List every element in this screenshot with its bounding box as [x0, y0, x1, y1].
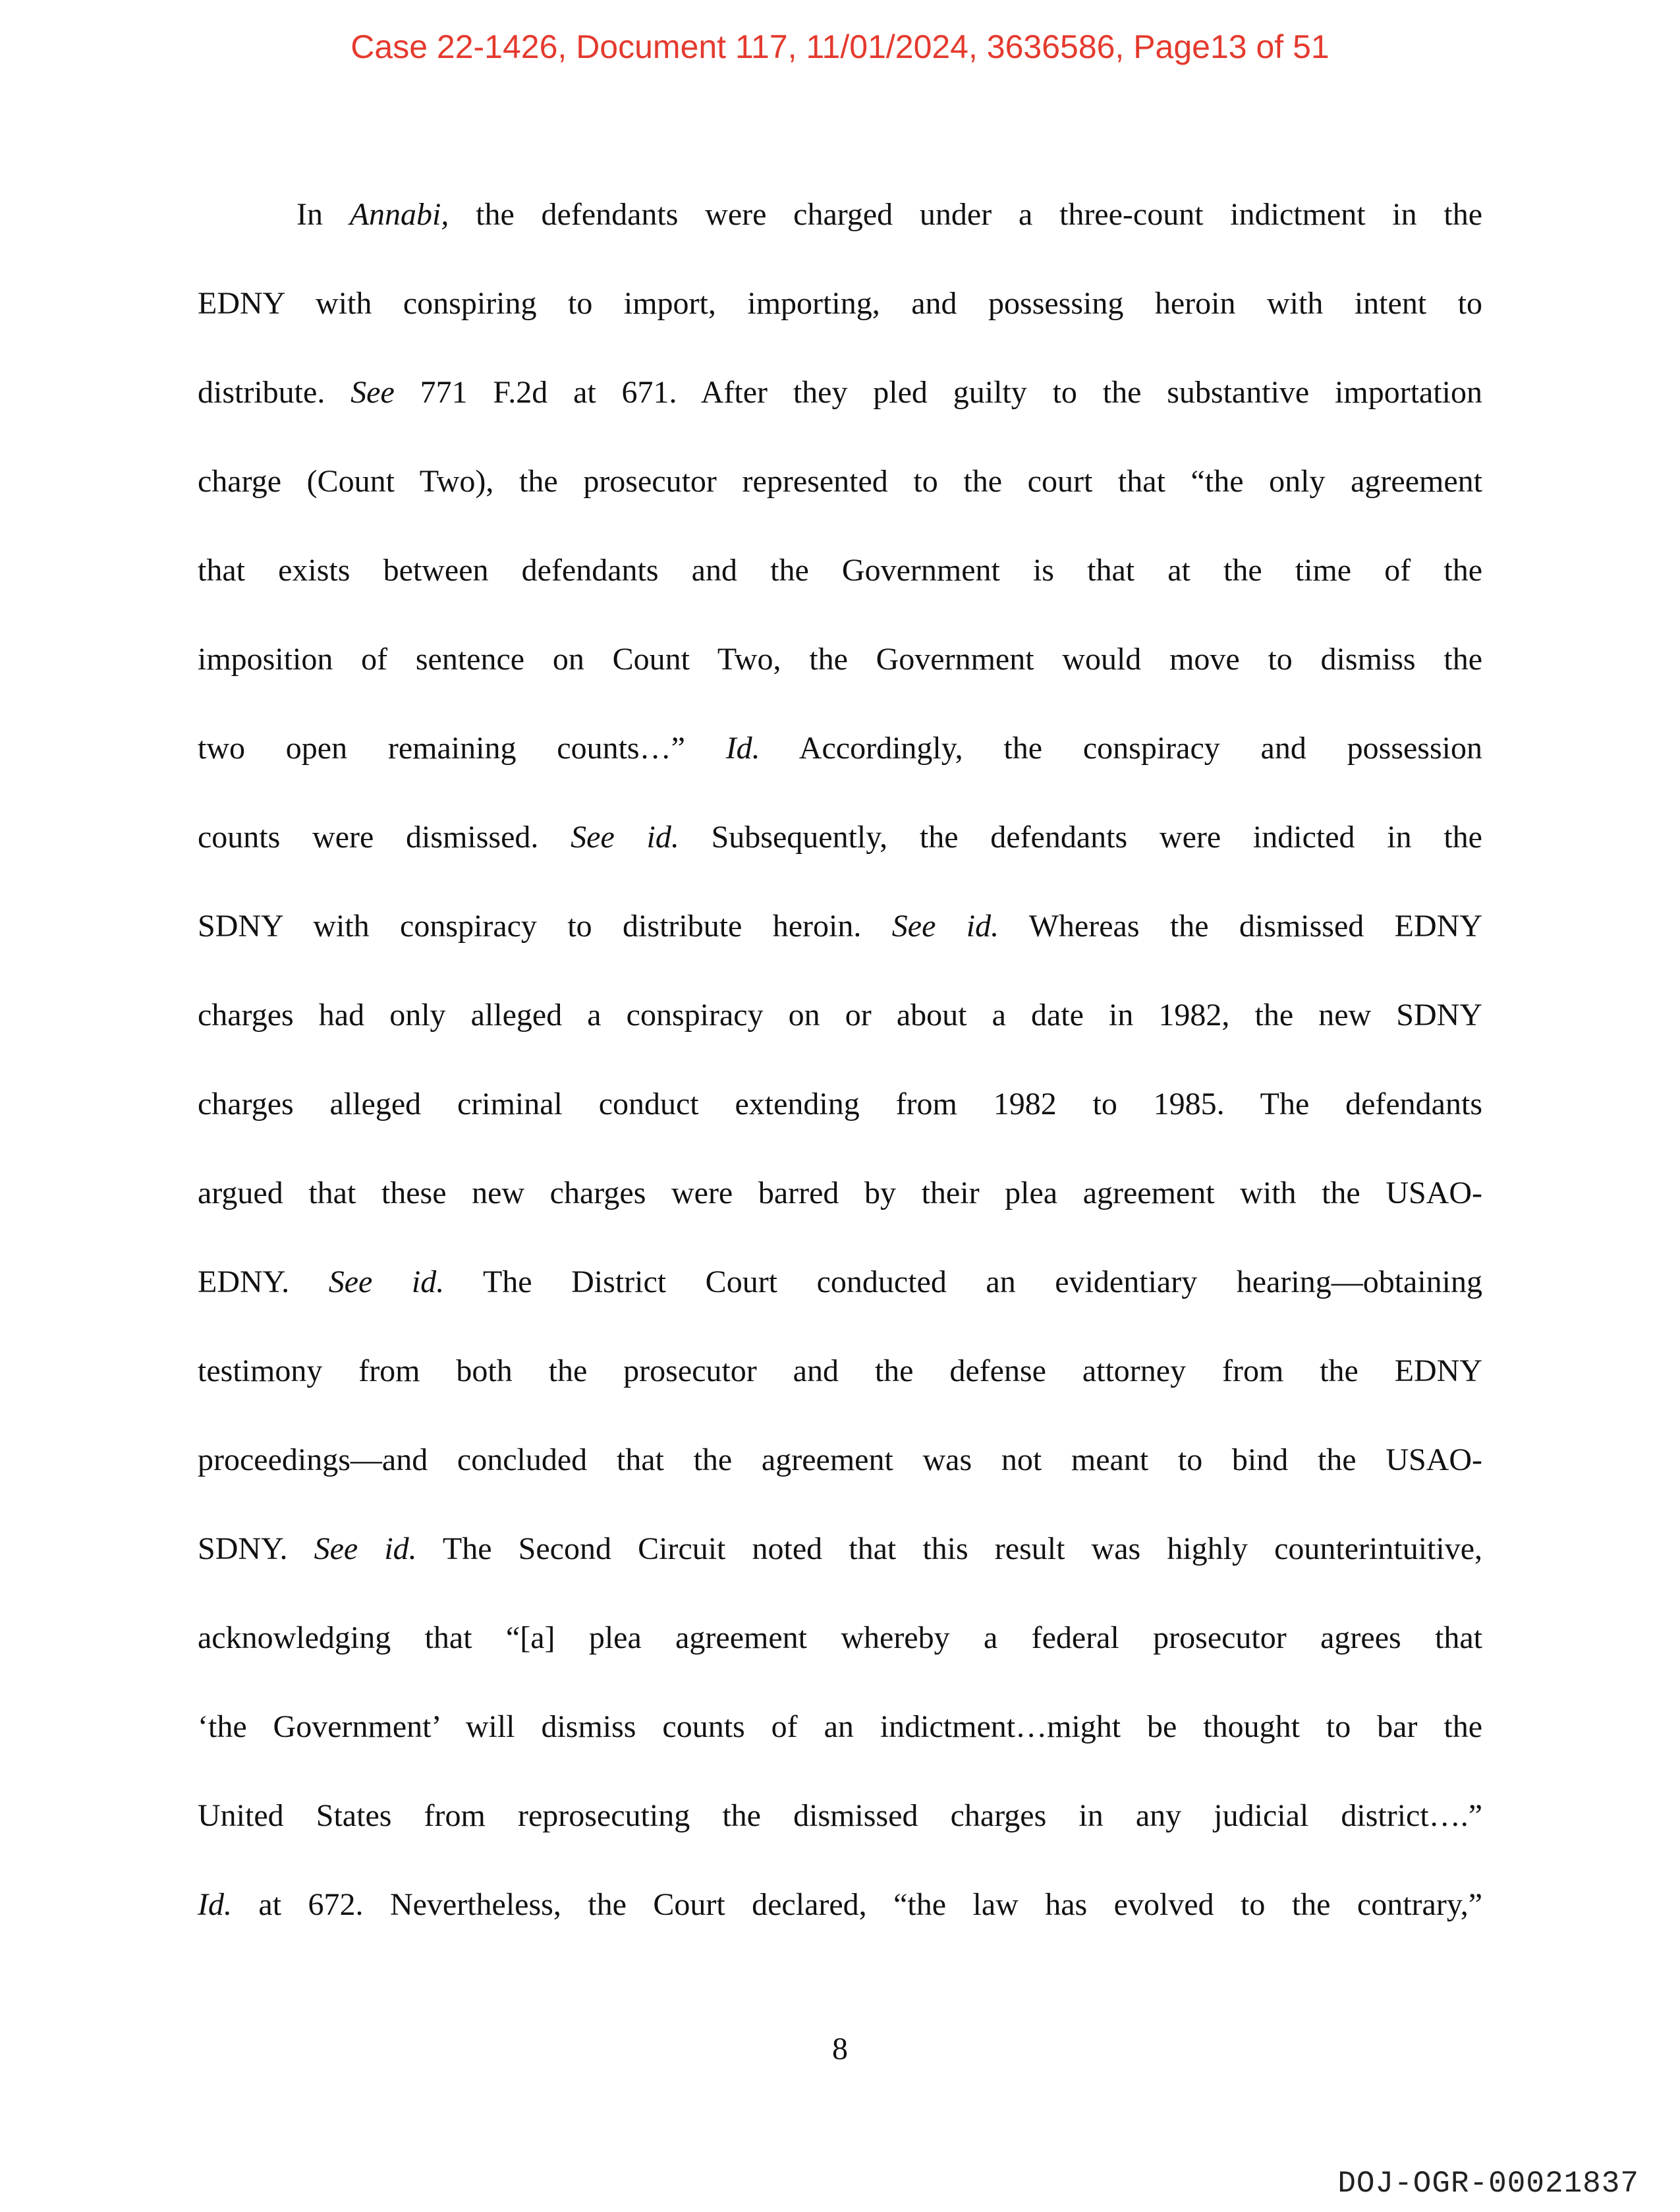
body-line: [198, 1593, 1482, 1682]
body-line: [198, 259, 1482, 348]
body-line: [198, 348, 1482, 437]
citation-italic-text: See id.: [891, 909, 999, 944]
body-line: [198, 1237, 1482, 1326]
body-run: Accordingly, the conspiracy and possession: [760, 731, 1482, 766]
body-run: charges had only alleged a conspiracy on or about a date in 1982, the new SDNY: [198, 998, 1482, 1033]
body-line: [198, 971, 1482, 1060]
body-line: [198, 170, 1482, 259]
body-line: [198, 1682, 1482, 1771]
body-run: SDNY with conspiracy to distribute heroin.: [198, 909, 892, 944]
body-run: testimony from both the prosecutor and the defense attorney from the EDNY: [198, 1353, 1482, 1388]
body-run: United States from reprosecuting the dismissed charges in any judicial district….”: [198, 1798, 1482, 1833]
body-run: In: [296, 197, 350, 232]
body-run: proceedings—and concluded that the agreement was not meant to bind the USAO-: [198, 1442, 1482, 1477]
body-run: The District Court conducted an evidentiary hearing—obtaining: [444, 1264, 1483, 1299]
body-line: [198, 437, 1482, 526]
body-line: [198, 615, 1482, 704]
body-run: the defendants were charged under a three-count indictment in the: [449, 197, 1483, 232]
citation-italic-text: Id.: [198, 1887, 232, 1922]
body-run: EDNY with conspiring to import, importing, and possessing heroin with intent to: [198, 286, 1482, 321]
body-run: EDNY.: [198, 1264, 329, 1299]
citation-italic-text: Id.: [725, 731, 760, 766]
body-run: SDNY.: [198, 1531, 314, 1566]
body-run: distribute.: [198, 375, 351, 410]
body-run: acknowledging that “[a] plea agreement whereby a federal prosecutor agrees that: [198, 1620, 1482, 1655]
body-run: The Second Circuit noted that this result was highly counterintuitive,: [416, 1531, 1483, 1566]
body-run: Subsequently, the defendants were indicted in the: [679, 820, 1482, 855]
body-line: [198, 1504, 1482, 1593]
body-run: counts were dismissed.: [198, 820, 571, 855]
body-run: two open remaining counts…”: [198, 731, 726, 766]
body-line: [198, 1149, 1482, 1237]
body-run: argued that these new charges were barred by their plea agreement with the USAO-: [198, 1176, 1482, 1210]
body-line: [198, 526, 1482, 615]
body-line: [198, 1060, 1482, 1149]
bates-number: DOJ-OGR-00021837: [1337, 2167, 1639, 2201]
body-line: [198, 1415, 1482, 1504]
body-line: [198, 704, 1482, 793]
body-line: [198, 1771, 1482, 1860]
body-line: [198, 793, 1482, 882]
body-run: Whereas the dismissed EDNY: [999, 909, 1482, 944]
body-run: at 672. Nevertheless, the Court declared, “the law has evolved to the contrary,”: [231, 1887, 1482, 1922]
body-run: ‘the Government’ will dismiss counts of an indictment…might be thought to bar the: [198, 1709, 1482, 1744]
body-run: that exists between defendants and the Government is that at the time of the: [198, 553, 1482, 588]
citation-italic-text: See id.: [328, 1264, 445, 1299]
body-line: [198, 1326, 1482, 1415]
citation-italic-text: See: [350, 375, 395, 410]
body-run: charges alleged criminal conduct extending from 1982 to 1985. The defendants: [198, 1087, 1482, 1121]
body-line: [198, 882, 1482, 971]
body-run: 771 F.2d at 671. After they pled guilty to the substantive importation: [394, 375, 1483, 410]
page-number: 8: [832, 2031, 848, 2066]
citation-italic-text: Annabi,: [349, 197, 449, 232]
body-run: charge (Count Two), the prosecutor represented to the court that “the only agreement: [198, 464, 1482, 499]
case-header-stamp: Case 22-1426, Document 117, 11/01/2024, 3636586, Page13 of 51: [350, 28, 1330, 65]
citation-italic-text: See id.: [314, 1531, 417, 1566]
body-line: [198, 1860, 1482, 1949]
body-run: imposition of sentence on Count Two, the Government would move to dismiss the: [198, 642, 1482, 677]
body-text: [198, 170, 1482, 1949]
citation-italic-text: See id.: [571, 820, 679, 855]
